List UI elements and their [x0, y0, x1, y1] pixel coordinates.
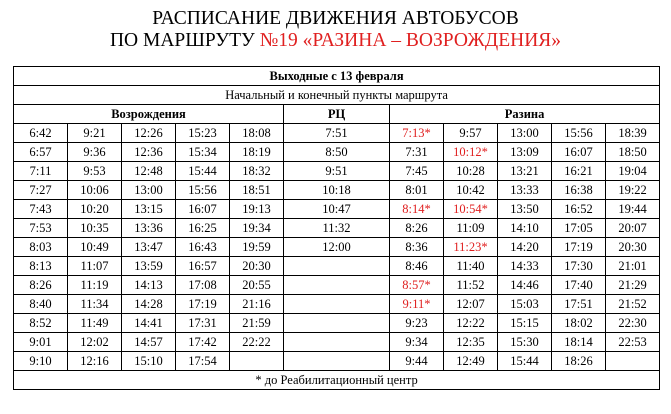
time-cell: 8:03	[14, 238, 68, 257]
time-cell: 21:16	[230, 295, 284, 314]
time-cell: 16:52	[552, 200, 606, 219]
time-cell: 16:25	[176, 219, 230, 238]
table-row	[14, 333, 660, 352]
time-cell: 9:44	[390, 352, 444, 371]
time-cell: 18:14	[552, 333, 606, 352]
time-cell: 13:00	[122, 181, 176, 200]
time-cell: 16:38	[552, 181, 606, 200]
time-cell: 11:34	[68, 295, 122, 314]
time-cell: 15:44	[176, 162, 230, 181]
time-cell: 14:41	[122, 314, 176, 333]
time-cell: 13:09	[498, 143, 552, 162]
title-line-1: РАСПИСАНИЕ ДВИЖЕНИЯ АВТОБУСОВ	[152, 8, 519, 29]
time-cell: 17:30	[552, 257, 606, 276]
time-cell	[284, 333, 390, 352]
time-cell: 8:50	[284, 143, 390, 162]
time-cell: 15:30	[498, 333, 552, 352]
time-cell: 17:42	[176, 333, 230, 352]
time-cell: 12:02	[68, 333, 122, 352]
time-cell: 22:53	[606, 333, 660, 352]
time-cell: 8:46	[390, 257, 444, 276]
time-cell: 13:59	[122, 257, 176, 276]
time-cell: 10:28	[444, 162, 498, 181]
time-cell: 7:51	[284, 124, 390, 143]
time-cell: 21:52	[606, 295, 660, 314]
direction-rc: РЦ	[284, 105, 390, 124]
table-row	[14, 257, 660, 276]
time-cell: 9:34	[390, 333, 444, 352]
time-cell: 8:52	[14, 314, 68, 333]
time-cell: 19:13	[230, 200, 284, 219]
time-cell	[284, 276, 390, 295]
time-cell: 12:07	[444, 295, 498, 314]
time-cell: 16:57	[176, 257, 230, 276]
time-cell: 18:26	[552, 352, 606, 371]
time-cell: 8:40	[14, 295, 68, 314]
subtitle-row	[14, 86, 660, 105]
time-cell: 12:26	[122, 124, 176, 143]
time-cell: 13:33	[498, 181, 552, 200]
time-cell: 17:54	[176, 352, 230, 371]
time-cell: 13:00	[498, 124, 552, 143]
footnote-row	[14, 371, 660, 390]
time-cell: 8:36	[390, 238, 444, 257]
title-prefix: ПО МАРШРУТУ	[109, 30, 260, 51]
time-cell: 9:57	[444, 124, 498, 143]
subtitle-label: Начальный и конечный пункты маршрута	[14, 86, 660, 105]
time-cell: 14:57	[122, 333, 176, 352]
time-cell: 12:22	[444, 314, 498, 333]
time-cell: 10:20	[68, 200, 122, 219]
time-cell: 11:40	[444, 257, 498, 276]
time-cell: 8:57*	[390, 276, 444, 295]
time-cell: 13:15	[122, 200, 176, 219]
direction-vozrozhdeniya: Возрождения	[14, 105, 284, 124]
time-cell: 8:01	[390, 181, 444, 200]
time-cell: 10:54*	[444, 200, 498, 219]
time-cell: 17:19	[176, 295, 230, 314]
direction-razina: Разина	[390, 105, 660, 124]
time-cell: 7:31	[390, 143, 444, 162]
direction-row	[14, 105, 660, 124]
footnote: * до Реабилитационный центр	[14, 371, 660, 390]
route-name: №19 «РАЗИНА – ВОЗРОЖДЕНИЯ»	[259, 30, 562, 51]
time-cell: 8:14*	[390, 200, 444, 219]
time-cell: 16:07	[176, 200, 230, 219]
time-cell: 20:30	[230, 257, 284, 276]
table-row	[14, 200, 660, 219]
time-cell: 8:26	[14, 276, 68, 295]
time-cell: 19:34	[230, 219, 284, 238]
time-cell: 19:59	[230, 238, 284, 257]
time-cell: 15:23	[176, 124, 230, 143]
time-cell: 6:42	[14, 124, 68, 143]
table-row	[14, 352, 660, 371]
time-cell: 13:47	[122, 238, 176, 257]
time-cell: 19:22	[606, 181, 660, 200]
table-row	[14, 238, 660, 257]
time-cell: 17:05	[552, 219, 606, 238]
time-cell: 17:51	[552, 295, 606, 314]
time-cell: 22:30	[606, 314, 660, 333]
time-cell: 18:51	[230, 181, 284, 200]
time-cell: 13:21	[498, 162, 552, 181]
time-cell	[606, 352, 660, 371]
period-label: Выходные с 13 февраля	[14, 67, 660, 86]
time-cell: 15:10	[122, 352, 176, 371]
time-cell: 6:57	[14, 143, 68, 162]
time-cell: 17:40	[552, 276, 606, 295]
time-cell: 13:36	[122, 219, 176, 238]
time-cell: 15:03	[498, 295, 552, 314]
time-cell: 16:43	[176, 238, 230, 257]
time-cell: 12:36	[122, 143, 176, 162]
time-cell: 8:13	[14, 257, 68, 276]
time-cell: 14:46	[498, 276, 552, 295]
time-cell: 15:56	[552, 124, 606, 143]
time-cell: 8:26	[390, 219, 444, 238]
table-row	[14, 219, 660, 238]
time-cell: 18:50	[606, 143, 660, 162]
table-row	[14, 295, 660, 314]
time-cell: 10:35	[68, 219, 122, 238]
time-cell: 7:11	[14, 162, 68, 181]
time-cell: 9:36	[68, 143, 122, 162]
time-cell: 11:07	[68, 257, 122, 276]
table-row	[14, 314, 660, 333]
time-cell: 10:42	[444, 181, 498, 200]
time-cell: 14:28	[122, 295, 176, 314]
period-row	[14, 67, 660, 86]
time-cell: 15:15	[498, 314, 552, 333]
time-cell: 18:02	[552, 314, 606, 333]
time-cell: 9:11*	[390, 295, 444, 314]
time-cell: 10:47	[284, 200, 390, 219]
time-cell: 11:19	[68, 276, 122, 295]
time-cell: 18:39	[606, 124, 660, 143]
table-row	[14, 276, 660, 295]
time-cell: 11:09	[444, 219, 498, 238]
time-cell: 11:23*	[444, 238, 498, 257]
time-cell: 20:30	[606, 238, 660, 257]
time-cell	[284, 314, 390, 333]
time-cell: 18:08	[230, 124, 284, 143]
time-cell: 12:49	[444, 352, 498, 371]
time-cell: 20:55	[230, 276, 284, 295]
time-cell: 7:43	[14, 200, 68, 219]
time-cell: 9:21	[68, 124, 122, 143]
time-cell: 9:51	[284, 162, 390, 181]
time-cell: 14:20	[498, 238, 552, 257]
table-row	[14, 162, 660, 181]
time-cell: 14:10	[498, 219, 552, 238]
time-cell: 21:01	[606, 257, 660, 276]
time-cell: 20:07	[606, 219, 660, 238]
title-line-2	[0, 30, 671, 52]
time-cell: 17:08	[176, 276, 230, 295]
time-cell	[284, 352, 390, 371]
time-cell: 9:01	[14, 333, 68, 352]
time-cell: 9:23	[390, 314, 444, 333]
time-cell	[230, 352, 284, 371]
time-cell: 10:12*	[444, 143, 498, 162]
time-cell: 21:29	[606, 276, 660, 295]
table-row	[14, 124, 660, 143]
time-cell	[284, 295, 390, 314]
time-cell: 18:19	[230, 143, 284, 162]
time-cell: 19:44	[606, 200, 660, 219]
schedule-title	[0, 8, 671, 52]
time-cell: 14:13	[122, 276, 176, 295]
time-cell: 10:49	[68, 238, 122, 257]
time-cell: 16:07	[552, 143, 606, 162]
time-cell: 10:18	[284, 181, 390, 200]
time-cell: 19:04	[606, 162, 660, 181]
time-cell: 7:13*	[390, 124, 444, 143]
time-cell: 14:33	[498, 257, 552, 276]
time-cell: 15:44	[498, 352, 552, 371]
time-cell: 12:00	[284, 238, 390, 257]
time-cell: 12:48	[122, 162, 176, 181]
time-cell: 17:31	[176, 314, 230, 333]
time-cell: 10:06	[68, 181, 122, 200]
time-cell: 21:59	[230, 314, 284, 333]
time-cell: 11:32	[284, 219, 390, 238]
time-cell: 11:49	[68, 314, 122, 333]
time-cell: 7:27	[14, 181, 68, 200]
time-cell: 12:16	[68, 352, 122, 371]
time-cell: 12:35	[444, 333, 498, 352]
table-row	[14, 181, 660, 200]
time-cell: 18:32	[230, 162, 284, 181]
schedule-table	[13, 66, 660, 390]
table-row	[14, 143, 660, 162]
time-cell: 11:52	[444, 276, 498, 295]
time-cell: 22:22	[230, 333, 284, 352]
time-cell	[284, 257, 390, 276]
time-cell: 16:21	[552, 162, 606, 181]
time-cell: 15:56	[176, 181, 230, 200]
time-cell: 15:34	[176, 143, 230, 162]
time-cell: 17:19	[552, 238, 606, 257]
time-cell: 7:45	[390, 162, 444, 181]
time-cell: 13:50	[498, 200, 552, 219]
time-cell: 9:10	[14, 352, 68, 371]
time-cell: 7:53	[14, 219, 68, 238]
time-cell: 9:53	[68, 162, 122, 181]
